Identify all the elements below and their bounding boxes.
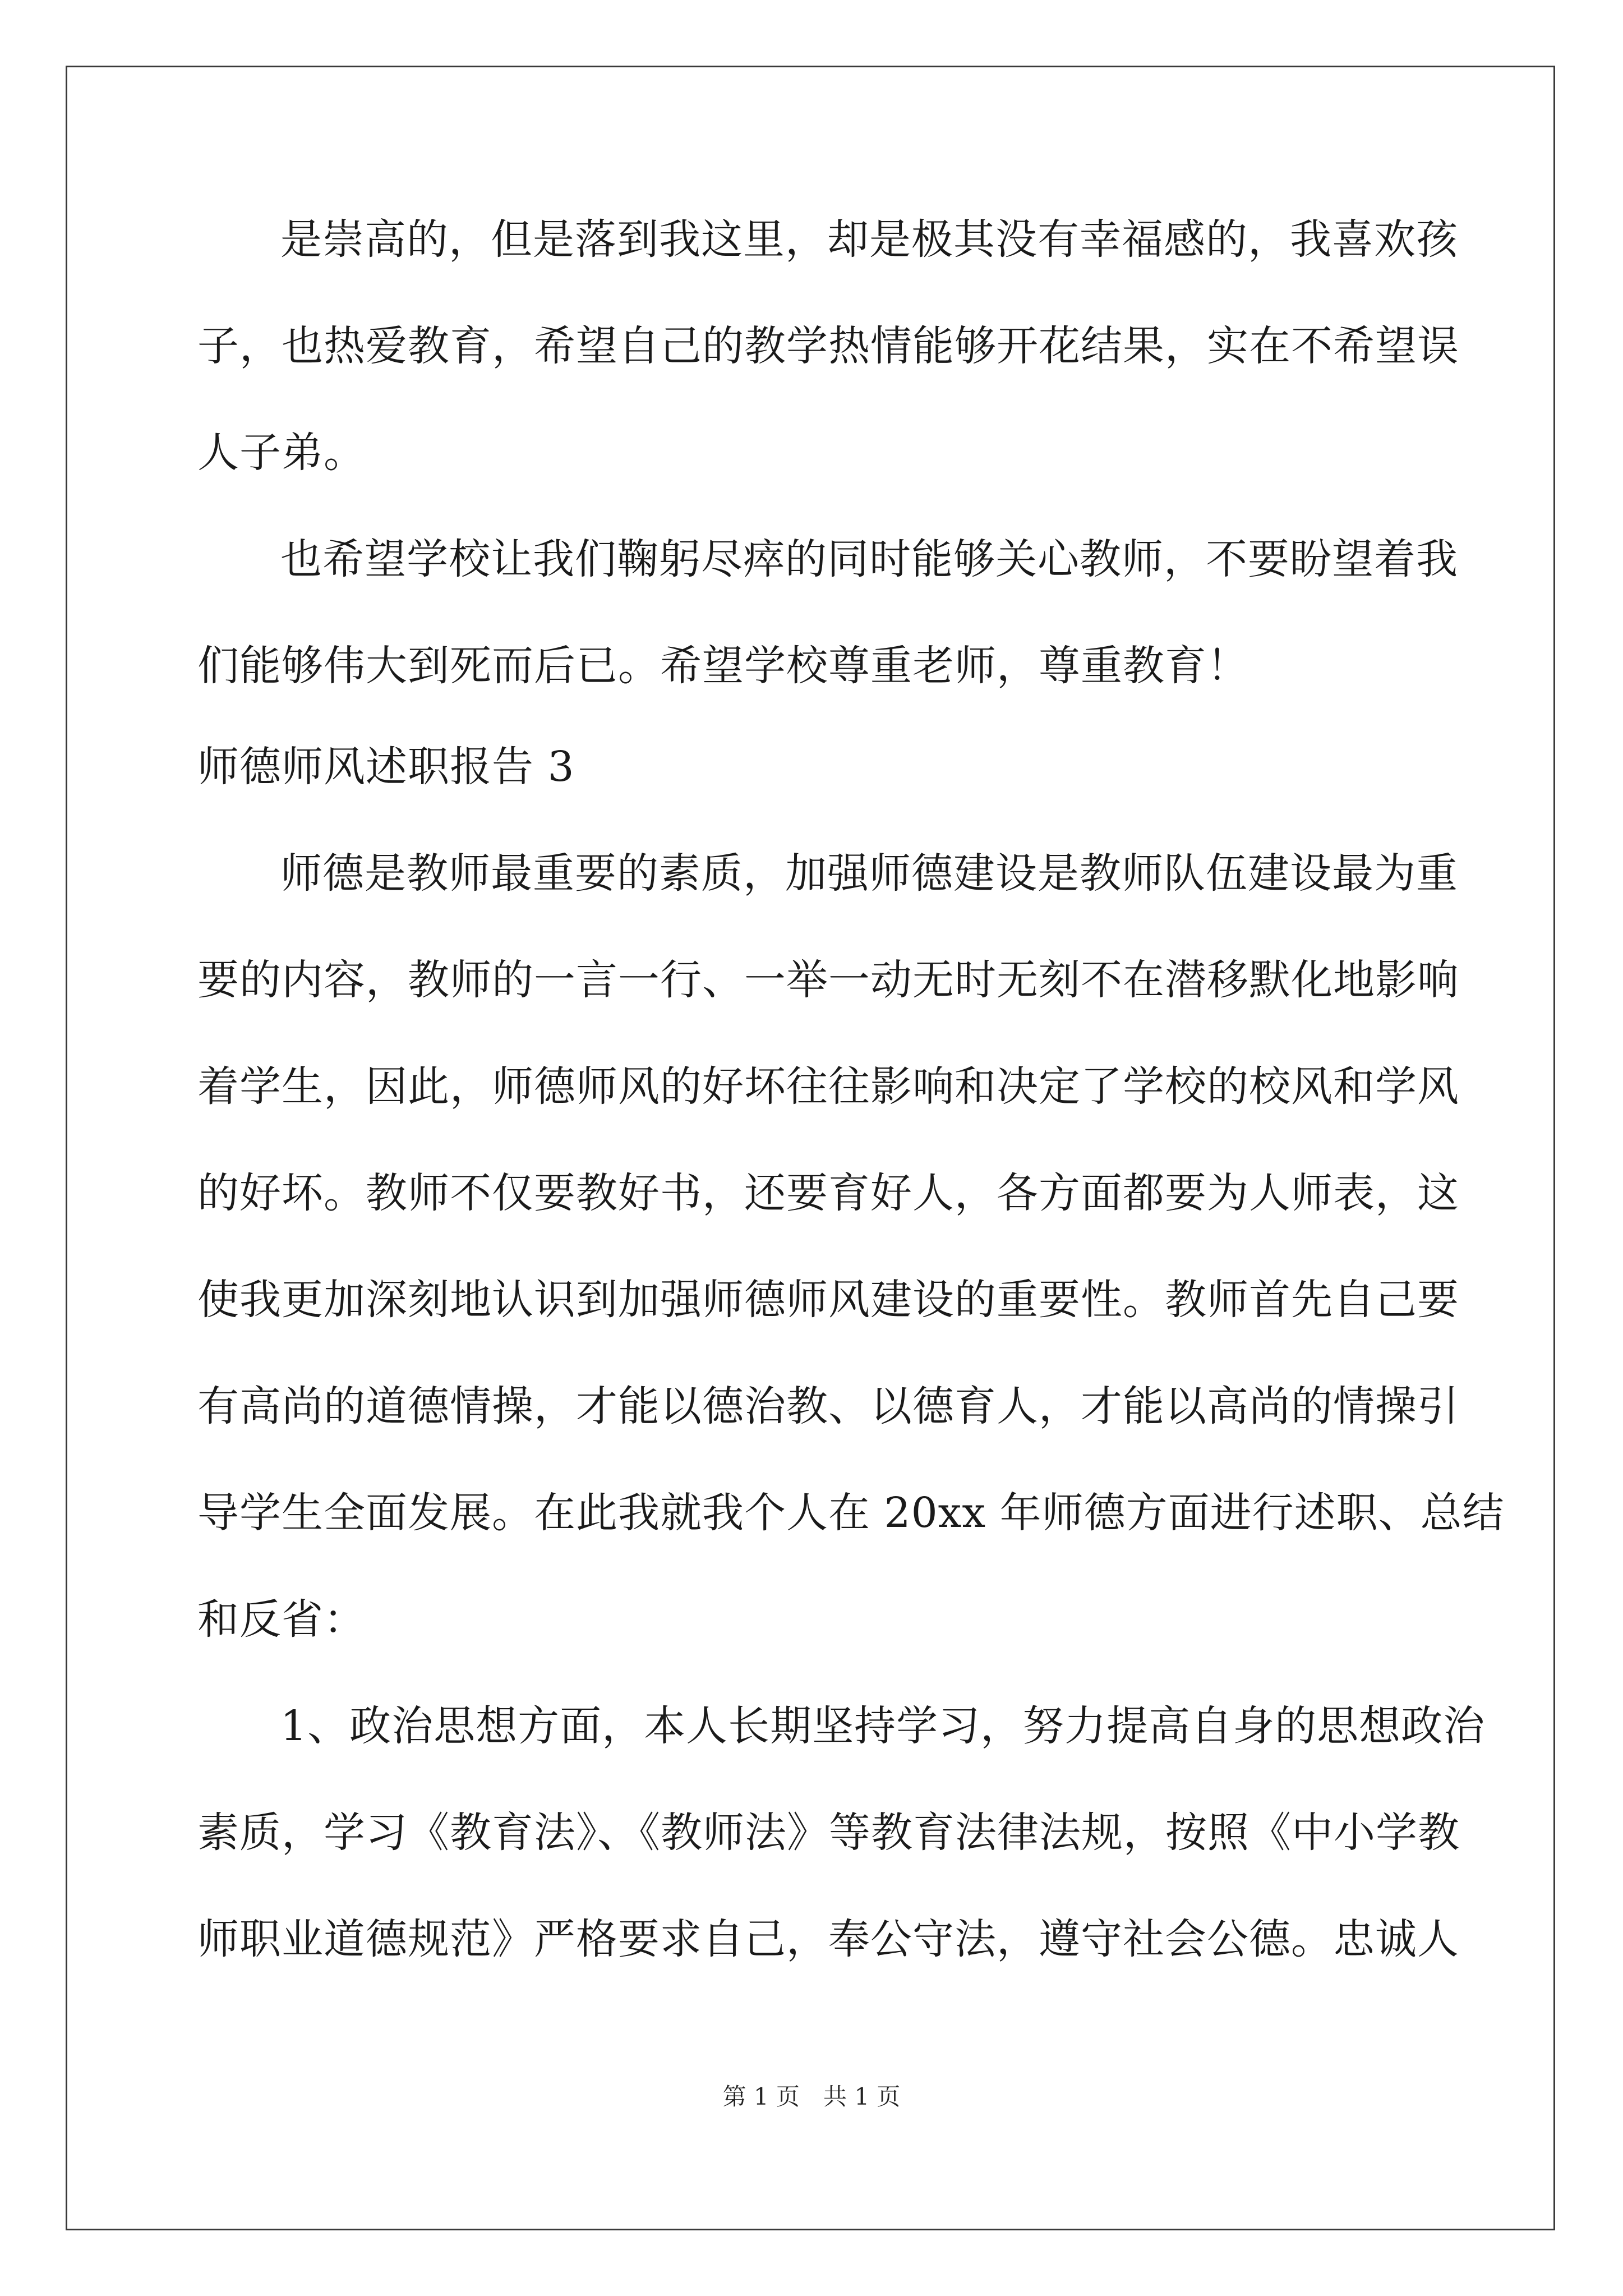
paragraph-line: 也希望学校让我们鞠躬尽瘁的同时能够关心教师，不要盼望着我	[280, 535, 1458, 583]
paragraph-line: 们能够伟大到死而后已。希望学校尊重老师，尊重教育！	[197, 642, 1249, 690]
paragraph-line: 师德是教师最重要的素质，加强师德建设是教师队伍建设最为重	[280, 849, 1458, 898]
paragraph-line: 和反省：	[197, 1595, 366, 1644]
paragraph-line: 导学生全面发展。在此我就我个人在 20xx 年师德方面进行述职、总结	[197, 1489, 1505, 1537]
paragraph-line: 师职业道德规范》严格要求自己，奉公守法，遵守社会公德。忠诚人	[197, 1915, 1459, 1963]
paragraph-line: 有高尚的道德情操，才能以德治教、以德育人，才能以高尚的情操引	[197, 1382, 1459, 1430]
paragraph-line: 是崇高的，但是落到我这里，却是极其没有幸福感的，我喜欢孩	[280, 215, 1458, 264]
page-footer: 第 1 页 共 1 页	[722, 2083, 901, 2110]
paragraph-line: 着学生，因此，师德师风的好坏往往影响和决定了学校的校风和学风	[197, 1062, 1459, 1111]
paragraph-line: 子，也热爱教育，希望自己的教学热情能够开花结果，实在不希望误	[197, 322, 1459, 370]
paragraph-line: 要的内容，教师的一言一行、一举一动无时无刻不在潜移默化地影响	[197, 956, 1459, 1004]
paragraph-line: 1、政治思想方面，本人长期坚持学习，努力提高自身的思想政治	[280, 1702, 1486, 1750]
paragraph-line: 人子弟。	[197, 429, 366, 477]
paragraph-line: 使我更加深刻地认识到加强师德师风建设的重要性。教师首先自己要	[197, 1276, 1459, 1324]
paragraph-line: 的好坏。教师不仅要教好书，还要育好人，各方面都要为人师表，这	[197, 1169, 1459, 1217]
page-border	[66, 66, 1555, 2230]
section-heading: 师德师风述职报告 3	[197, 743, 575, 791]
paragraph-line: 素质，学习《教育法》、《教师法》等教育法律法规，按照《中小学教	[197, 1809, 1460, 1857]
